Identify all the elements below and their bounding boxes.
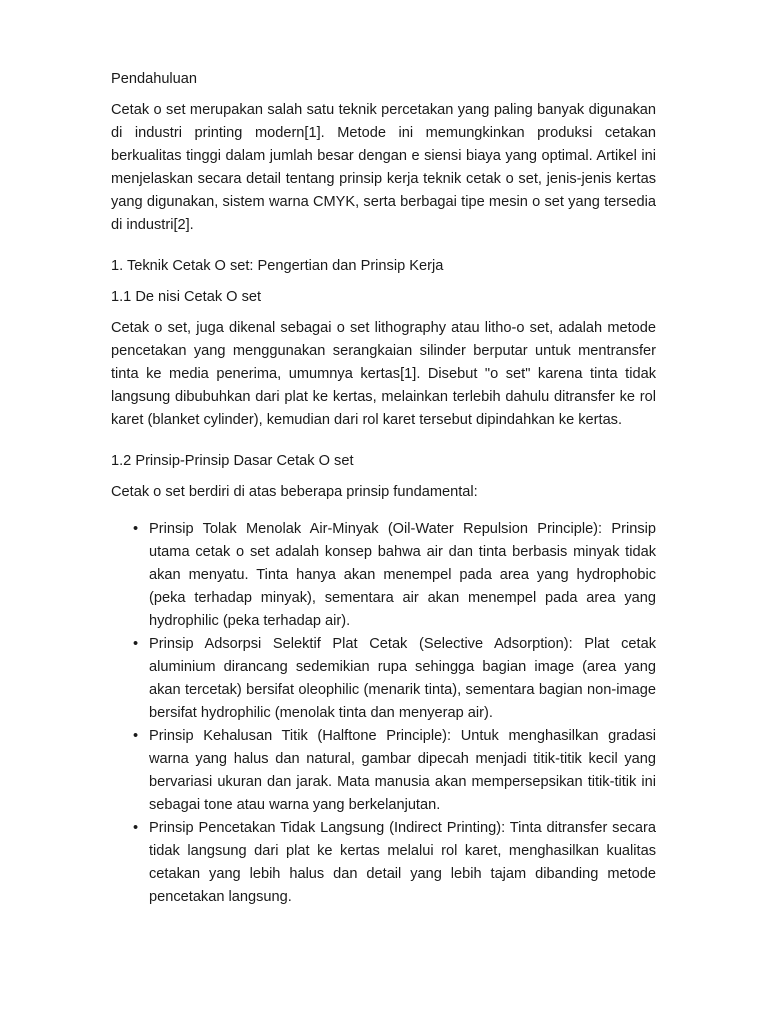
section-1-2-intro: Cetak o set berdiri di atas beberapa prinsip fundamental: [111, 484, 478, 500]
list-item [111, 518, 656, 633]
list-item-text: Prinsip Kehalusan Titik (Halftone Principle): Untuk menghasilkan gradasi warna yang halus dan natural, gambar dipecah menjadi titik-titik kecil yang bervariasi ukuran dan jarak. Mata manusia akan mempersepsikan titik-titik ini sebagai tone atau warna yang berkelanjutan. [149, 728, 656, 813]
list-item-text: Prinsip Tolak Menolak Air-Minyak (Oil-Water Repulsion Principle): Prinsip utama cetak o set adalah konsep bahwa air dan tinta berbasis minyak tidak akan menyatu. Tinta hanya akan menempel pada area yang hydrophobic (peka terhadap minyak), sementara air akan menempel pada area yang hydrophilic (peka terhadap air). [149, 521, 656, 629]
section-1-2-heading: 1.2 Prinsip-Prinsip Dasar Cetak O set [111, 453, 354, 469]
bullet-icon: • [133, 636, 139, 652]
section-1-1-heading: 1.1 De nisi Cetak O set [111, 289, 262, 305]
intro-heading: Pendahuluan [111, 71, 198, 87]
document-page [111, 68, 656, 909]
intro-paragraph: Cetak o set merupakan salah satu teknik percetakan yang paling banyak digunakan di industri printing modern[1]. Metode ini memungkinkan produksi cetakan berkualitas tinggi dalam jumlah besar dengan e siensi biaya yang optimal. Artikel ini menjelaskan secara detail tentang prinsip kerja teknik cetak o set, jenis-jenis kertas yang digunakan, sistem warna CMYK, serta berbagai tipe mesin o set yang tersedia di industri[2]. [111, 102, 656, 233]
principles-list [111, 518, 656, 909]
list-item [111, 725, 656, 817]
section-1-1-paragraph: Cetak o set, juga dikenal sebagai o set lithography atau litho-o set, adalah metode pencetakan yang menggunakan serangkaian silinder berputar untuk mentransfer tinta ke media penerima, umumnya kertas[1]. Disebut "o set" karena tinta tidak langsung dibubuhkan dari plat ke kertas, melainkan terlebih dahulu ditransfer ke rol karet (blanket cylinder), kemudian dari rol karet tersebut dipindahkan ke kertas. [111, 320, 656, 428]
list-item [111, 817, 656, 909]
bullet-icon: • [133, 820, 139, 836]
list-item-text: Prinsip Adsorpsi Selektif Plat Cetak (Selective Adsorption): Plat cetak aluminium dirancang sedemikian rupa sehingga bagian image (area yang akan tercetak) bersifat oleophilic (menarik tinta), sementara bagian non-image bersifat hydrophilic (menolak tinta dan menyerap air). [149, 636, 656, 721]
bullet-icon: • [133, 521, 139, 537]
section-1-heading: 1. Teknik Cetak O set: Pengertian dan Prinsip Kerja [111, 258, 444, 274]
bullet-icon: • [133, 728, 139, 744]
list-item-text: Prinsip Pencetakan Tidak Langsung (Indirect Printing): Tinta ditransfer secara tidak langsung dari plat ke kertas melalui rol karet, menghasilkan kualitas cetakan yang lebih halus dan detail yang lebih tajam dibanding metode pencetakan langsung. [149, 820, 656, 905]
list-item [111, 633, 656, 725]
